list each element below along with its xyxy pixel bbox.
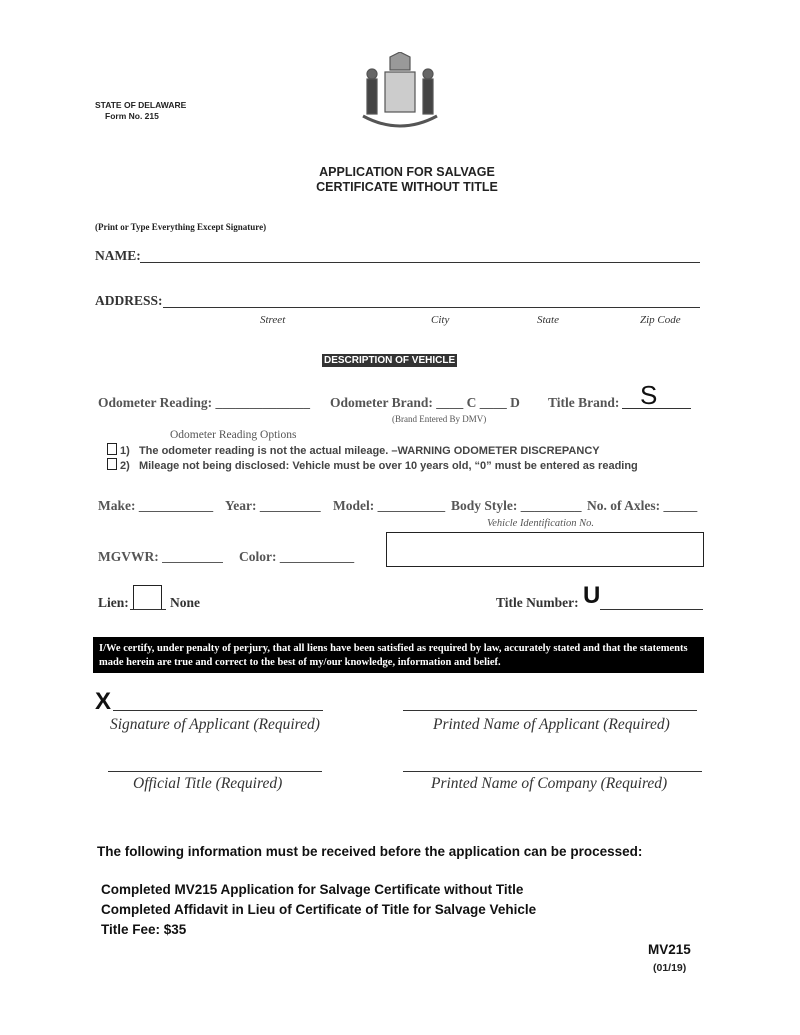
applicant-signature-label: Signature of Applicant (Required) xyxy=(110,716,320,733)
address-field[interactable] xyxy=(163,307,700,308)
options-title: Odometer Reading Options xyxy=(170,429,297,441)
zip-label: Zip Code xyxy=(640,314,681,326)
title-brand-label: Title Brand: xyxy=(548,395,620,410)
odometer-brand: Odometer Brand: ____ C ____ D xyxy=(330,395,520,410)
title-brand-value: S xyxy=(640,380,658,410)
vin-field[interactable] xyxy=(386,532,704,567)
city-label: City xyxy=(431,314,450,326)
requirement-item: Completed MV215 Application for Salvage Certificate without Title xyxy=(101,882,524,897)
form-number: Form No. 215 xyxy=(105,111,159,121)
state-field-label: State xyxy=(537,314,559,326)
street-label: Street xyxy=(260,314,286,326)
company-name-field[interactable] xyxy=(403,771,702,772)
applicant-signature-field[interactable] xyxy=(113,710,323,711)
vin-label: Vehicle Identification No. xyxy=(487,518,595,529)
delaware-seal-icon xyxy=(355,52,445,136)
option1-text: The odometer reading is not the actual mileage. –WARNING ODOMETER DISCREPANCY xyxy=(138,445,600,457)
lien-checkbox[interactable] xyxy=(133,585,162,610)
requirement-item: Title Fee: $35 xyxy=(101,922,187,937)
company-name-label: Printed Name of Company (Required) xyxy=(431,775,668,792)
lien-none-label: None xyxy=(170,595,200,610)
option2-checkbox[interactable] xyxy=(107,458,117,470)
color-field[interactable]: Color: ___________ xyxy=(239,549,355,564)
name-label: NAME: xyxy=(95,248,141,263)
address-label: ADDRESS: xyxy=(95,293,163,308)
odometer-reading[interactable]: Odometer Reading: ______________ xyxy=(98,395,310,410)
body-style-field[interactable]: Body Style: _________ xyxy=(451,498,582,513)
state-label: STATE OF DELAWARE xyxy=(95,100,187,110)
section-title: DESCRIPTION OF VEHICLE xyxy=(324,355,456,366)
lien-underline xyxy=(130,609,166,610)
option1-number: 1) xyxy=(120,445,130,457)
brand-note: (Brand Entered By DMV) xyxy=(392,414,487,424)
form-title-line1: APPLICATION FOR SALVAGE xyxy=(319,165,495,179)
lien-label: Lien: xyxy=(98,595,129,610)
option1-checkbox[interactable] xyxy=(107,443,117,455)
form-title-line2: CERTIFICATE WITHOUT TITLE xyxy=(316,180,498,194)
model-field[interactable]: Model: __________ xyxy=(333,498,446,513)
certification-statement: I/We certify, under penalty of perjury, that all liens have been satisfied as required by law, accurately stated and that the statements made herein are true and correct to the best of my/our knowledge, information and belief. xyxy=(93,637,704,673)
requirement-item: Completed Affidavit in Lieu of Certificate of Title for Salvage Vehicle xyxy=(101,902,537,917)
make-field[interactable]: Make: ___________ xyxy=(98,498,214,513)
title-number-value: U xyxy=(583,582,601,609)
form-code: MV215 xyxy=(648,942,691,957)
name-field[interactable] xyxy=(140,262,700,263)
option2-text: Mileage not being disclosed: Vehicle must be over 10 years old, “0” must be entered as reading xyxy=(138,460,638,472)
applicant-name-field[interactable] xyxy=(403,710,697,711)
title-number-label: Title Number: xyxy=(496,595,579,610)
requirements-heading: The following information must be received before the application can be processed: xyxy=(97,844,643,859)
official-title-field[interactable] xyxy=(108,771,322,772)
signature-x-mark: X xyxy=(95,688,112,715)
official-title-label: Official Title (Required) xyxy=(133,775,283,792)
title-number-field[interactable] xyxy=(600,609,703,610)
option2-number: 2) xyxy=(120,460,130,472)
applicant-name-label: Printed Name of Applicant (Required) xyxy=(433,716,670,733)
revision-date: (01/19) xyxy=(653,962,687,974)
axles-field[interactable]: No. of Axles: _____ xyxy=(587,498,698,513)
mgvwr-field[interactable]: MGVWR: _________ xyxy=(98,549,223,564)
year-field[interactable]: Year: _________ xyxy=(225,498,321,513)
instructions: (Print or Type Everything Except Signature) xyxy=(95,222,267,232)
